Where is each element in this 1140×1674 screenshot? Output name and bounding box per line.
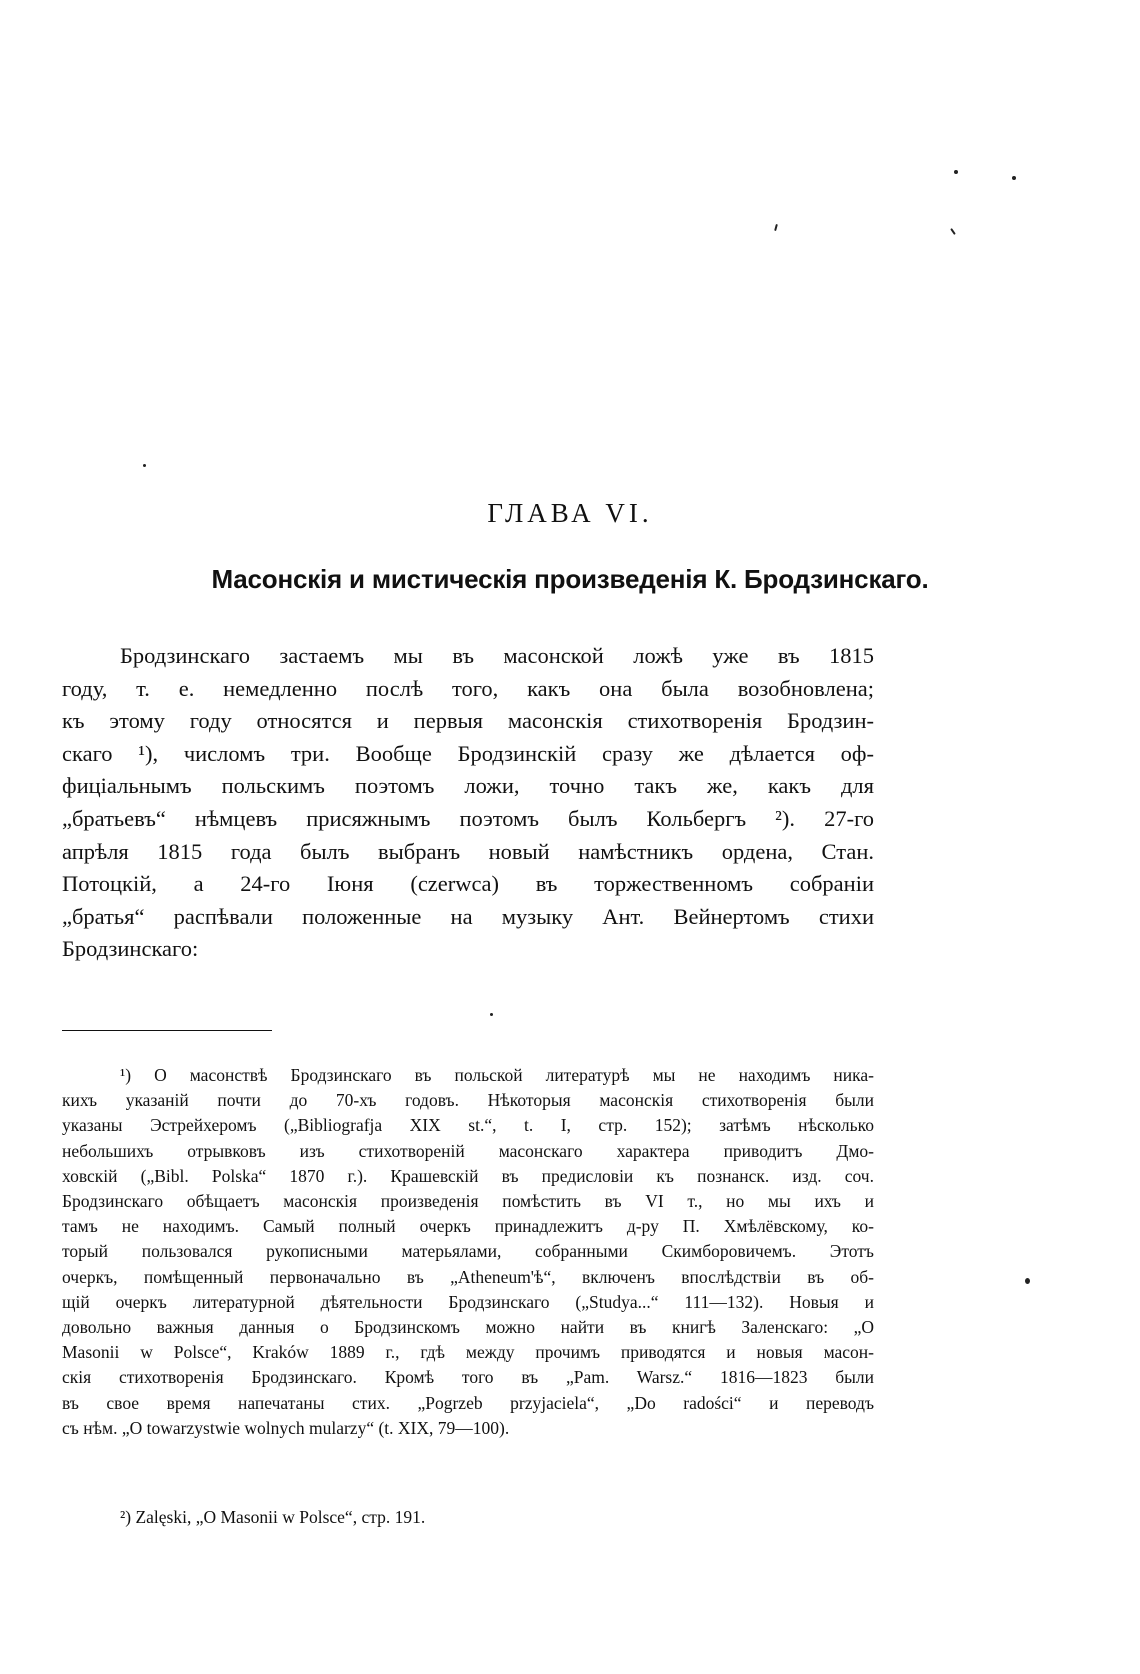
print-speck — [1012, 176, 1016, 180]
print-speck — [774, 224, 778, 231]
footnote-line: тамъ не находимъ. Самый полный очеркъ принадлежитъ д-ру П. Хмѣлёвскому, ко- — [62, 1216, 874, 1237]
footnote-line: небольшихъ отрывковъ изъ стихотвореній масонскаго характера приводитъ Дмо- — [62, 1140, 874, 1161]
text-line: „братьевъ“ нѣмцевъ присяжнымъ поэтомъ былъ Кольбергъ ²). 27-го — [62, 805, 874, 831]
print-speck — [490, 1013, 493, 1016]
footnote-line: торый пользовался рукописными матерьялами, собранными Скимборовичемъ. Этотъ — [62, 1241, 874, 1262]
print-speck — [143, 464, 146, 467]
footnote-line: очеркъ, помѣщенный первоначально въ „Atheneum'ѣ“, включенъ впослѣдствіи въ об- — [62, 1266, 874, 1287]
text-line: году, т. е. немедленно послѣ того, какъ она была возобновлена; — [62, 675, 874, 701]
footnote-line: Masonii w Polsce“, Kraków 1889 г., гдѣ между прочимъ приводятся и новыя масон- — [62, 1342, 874, 1363]
text-line: къ этому году относятся и первыя масонскія стихотворенія Бродзин- — [62, 708, 874, 734]
text-line: „братья“ распѣвали положенные на музыку Ант. Вейнертомъ стихи — [62, 903, 874, 929]
footnote-line: съ нѣм. „O towarzystwie wolnych mularzy“ (t. XIX, 79—100). — [62, 1417, 510, 1438]
chapter-heading: ГЛАВА VI. — [487, 498, 653, 528]
footnote-line: Бродзинскаго обѣщаетъ масонскія произведенія помѣстить въ VI т., но мы ихъ и — [62, 1191, 874, 1212]
footnote-line: указаны Эстрейхеромъ („Bibliografja XIX st.“, t. I, стр. 152); затѣмъ нѣсколько — [62, 1115, 874, 1136]
footnote-line: ¹) О масонствѣ Бродзинскаго въ польской литературѣ мы не находимъ ника- — [120, 1065, 874, 1085]
footnote-line: въ свое время напечатаны стих. „Pogrzeb przyjaciela“, „Do radości“ и переводъ — [62, 1392, 874, 1413]
footnote-separator — [62, 1030, 272, 1031]
footnote-line: скія стихотворенія Бродзинскаго. Кромѣ того въ „Pam. Warsz.“ 1816—1823 были — [62, 1367, 874, 1388]
text-line: фиціальнымъ польскимъ поэтомъ ложи, точно такъ же, какъ для — [62, 773, 874, 799]
footnote-line: щій очеркъ литературной дѣятельности Бродзинскаго („Studya...“ 111—132). Новыя и — [62, 1291, 874, 1312]
text-line: Бродзинскаго застаемъ мы въ масонской ложѣ уже въ 1815 — [120, 643, 874, 668]
footnote-line: ховскій („Bibl. Polska“ 1870 г.). Крашевскій въ предисловіи къ познанск. изд. соч. — [62, 1165, 874, 1186]
chapter-subtitle: Масонскія и мистическія произведенія К. Бродзинскаго. — [211, 564, 929, 594]
print-speck — [954, 170, 958, 174]
print-speck — [1025, 1278, 1030, 1284]
text-line: скаго ¹), числомъ три. Вообще Бродзинскій сразу же дѣлается оф- — [62, 740, 874, 766]
footnote-line: кихъ указаній почти до 70-хъ годовъ. Нѣкоторыя масонскія стихотворенія были — [62, 1090, 874, 1111]
text-line: Бродзинскаго: — [62, 936, 199, 962]
print-speck — [950, 228, 956, 235]
text-line: апрѣля 1815 года былъ выбранъ новый намѣстникъ ордена, Стан. — [62, 838, 874, 864]
footnote-1 — [62, 1063, 874, 1441]
footnote-2: ²) Zalęski, „O Masonii w Polsce“, стр. 191. — [120, 1507, 426, 1527]
footnote-line: довольно важныя данныя о Бродзинскомъ можно найти въ книгѣ Заленскаго: „О — [62, 1317, 874, 1338]
body-paragraph — [62, 640, 874, 966]
text-line: Потоцкій, а 24-го Іюня (czerwca) въ торжественномъ собраніи — [62, 871, 874, 897]
